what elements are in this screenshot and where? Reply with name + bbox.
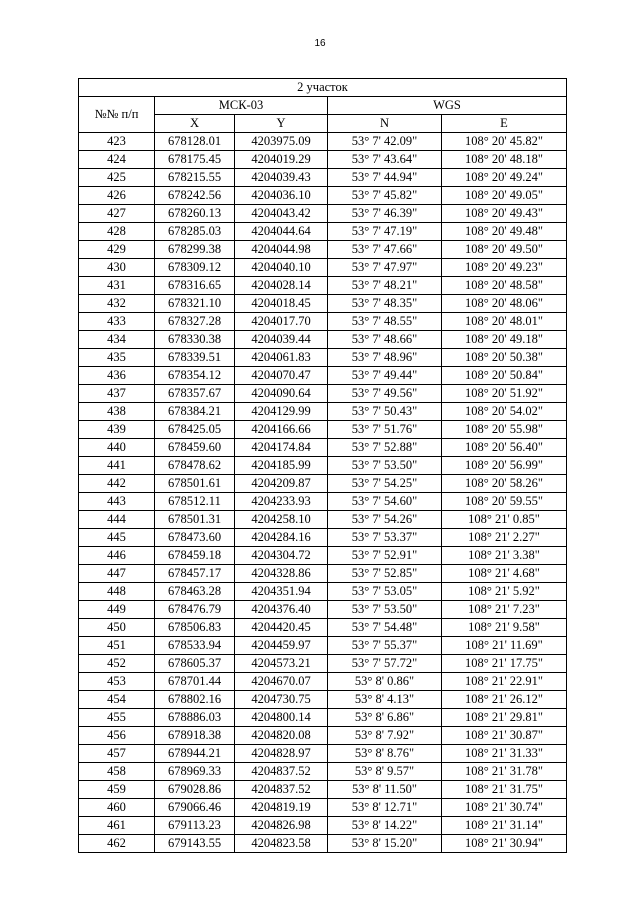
table-row xyxy=(79,313,567,331)
cell-x: 678501.31 xyxy=(155,511,235,529)
cell-y: 4204018.45 xyxy=(235,295,328,313)
cell-number: 426 xyxy=(79,187,155,205)
cell-number: 431 xyxy=(79,277,155,295)
section-title: 2 участок xyxy=(79,79,567,97)
cell-number: 440 xyxy=(79,439,155,457)
cell-n: 53° 7' 54.26" xyxy=(328,511,442,529)
cell-e: 108° 21' 29.81" xyxy=(442,709,567,727)
table-row xyxy=(79,421,567,439)
table-row xyxy=(79,205,567,223)
cell-number: 457 xyxy=(79,745,155,763)
cell-x: 678330.38 xyxy=(155,331,235,349)
cell-n: 53° 7' 53.05" xyxy=(328,583,442,601)
cell-x: 678128.01 xyxy=(155,133,235,151)
cell-y: 4204028.14 xyxy=(235,277,328,295)
table-row xyxy=(79,691,567,709)
cell-x: 679113.23 xyxy=(155,817,235,835)
cell-n: 53° 8' 0.86" xyxy=(328,673,442,691)
table-row xyxy=(79,385,567,403)
cell-y: 4204174.84 xyxy=(235,439,328,457)
cell-x: 678605.37 xyxy=(155,655,235,673)
cell-e: 108° 21' 2.27" xyxy=(442,529,567,547)
table-row xyxy=(79,781,567,799)
cell-number: 441 xyxy=(79,457,155,475)
cell-n: 53° 7' 46.39" xyxy=(328,205,442,223)
cell-y: 4203975.09 xyxy=(235,133,328,151)
cell-number: 445 xyxy=(79,529,155,547)
table-row xyxy=(79,619,567,637)
cell-y: 4204044.98 xyxy=(235,241,328,259)
cell-x: 678501.61 xyxy=(155,475,235,493)
cell-number: 448 xyxy=(79,583,155,601)
cell-e: 108° 20' 49.05" xyxy=(442,187,567,205)
cell-number: 444 xyxy=(79,511,155,529)
table-row xyxy=(79,637,567,655)
cell-number: 424 xyxy=(79,151,155,169)
cell-e: 108° 20' 49.48" xyxy=(442,223,567,241)
cell-y: 4204837.52 xyxy=(235,781,328,799)
cell-e: 108° 21' 5.92" xyxy=(442,583,567,601)
cell-y: 4204376.40 xyxy=(235,601,328,619)
cell-y: 4204730.75 xyxy=(235,691,328,709)
table-row xyxy=(79,169,567,187)
cell-x: 678512.11 xyxy=(155,493,235,511)
cell-e: 108° 21' 9.58" xyxy=(442,619,567,637)
cell-y: 4204036.10 xyxy=(235,187,328,205)
cell-number: 434 xyxy=(79,331,155,349)
cell-x: 678457.17 xyxy=(155,565,235,583)
cell-n: 53° 7' 54.48" xyxy=(328,619,442,637)
cell-y: 4204039.44 xyxy=(235,331,328,349)
table-row xyxy=(79,367,567,385)
cell-e: 108° 21' 30.87" xyxy=(442,727,567,745)
cell-e: 108° 21' 0.85" xyxy=(442,511,567,529)
cell-e: 108° 20' 50.84" xyxy=(442,367,567,385)
cell-e: 108° 20' 48.06" xyxy=(442,295,567,313)
table-row xyxy=(79,547,567,565)
cell-n: 53° 7' 48.35" xyxy=(328,295,442,313)
cell-e: 108° 20' 48.58" xyxy=(442,277,567,295)
cell-y: 4204043.42 xyxy=(235,205,328,223)
cell-x: 679028.86 xyxy=(155,781,235,799)
table-row xyxy=(79,349,567,367)
cell-x: 678175.45 xyxy=(155,151,235,169)
cell-x: 678944.21 xyxy=(155,745,235,763)
cell-y: 4204823.58 xyxy=(235,835,328,853)
cell-x: 678316.65 xyxy=(155,277,235,295)
cell-n: 53° 7' 54.60" xyxy=(328,493,442,511)
cell-number: 461 xyxy=(79,817,155,835)
table-row xyxy=(79,799,567,817)
cell-n: 53° 7' 45.82" xyxy=(328,187,442,205)
cell-number: 438 xyxy=(79,403,155,421)
cell-x: 679143.55 xyxy=(155,835,235,853)
cell-n: 53° 7' 53.37" xyxy=(328,529,442,547)
table-row xyxy=(79,457,567,475)
cell-n: 53° 8' 11.50" xyxy=(328,781,442,799)
cell-y: 4204304.72 xyxy=(235,547,328,565)
cell-y: 4204258.10 xyxy=(235,511,328,529)
cell-x: 678918.38 xyxy=(155,727,235,745)
cell-e: 108° 21' 11.69" xyxy=(442,637,567,655)
cell-number: 436 xyxy=(79,367,155,385)
cell-n: 53° 8' 15.20" xyxy=(328,835,442,853)
column-header-y: Y xyxy=(235,115,328,133)
column-group-msk03: МСК-03 xyxy=(155,97,328,115)
cell-y: 4204670.07 xyxy=(235,673,328,691)
cell-n: 53° 7' 49.56" xyxy=(328,385,442,403)
column-header-x: X xyxy=(155,115,235,133)
cell-e: 108° 21' 31.75" xyxy=(442,781,567,799)
cell-x: 678459.60 xyxy=(155,439,235,457)
cell-y: 4204209.87 xyxy=(235,475,328,493)
table-row xyxy=(79,403,567,421)
cell-x: 678506.83 xyxy=(155,619,235,637)
table-row xyxy=(79,745,567,763)
cell-n: 53° 7' 43.64" xyxy=(328,151,442,169)
cell-e: 108° 20' 51.92" xyxy=(442,385,567,403)
column-header-number: №№ п/п xyxy=(79,97,155,133)
cell-e: 108° 20' 48.01" xyxy=(442,313,567,331)
cell-e: 108° 20' 55.98" xyxy=(442,421,567,439)
cell-y: 4204061.83 xyxy=(235,349,328,367)
cell-y: 4204070.47 xyxy=(235,367,328,385)
cell-n: 53° 7' 55.37" xyxy=(328,637,442,655)
cell-e: 108° 21' 31.33" xyxy=(442,745,567,763)
table-row xyxy=(79,529,567,547)
cell-n: 53° 8' 9.57" xyxy=(328,763,442,781)
cell-e: 108° 21' 4.68" xyxy=(442,565,567,583)
cell-n: 53° 7' 57.72" xyxy=(328,655,442,673)
cell-x: 679066.46 xyxy=(155,799,235,817)
cell-n: 53° 7' 52.88" xyxy=(328,439,442,457)
table-row xyxy=(79,259,567,277)
cell-x: 678299.38 xyxy=(155,241,235,259)
table-row xyxy=(79,763,567,781)
table-row xyxy=(79,493,567,511)
table-row xyxy=(79,439,567,457)
cell-e: 108° 21' 31.78" xyxy=(442,763,567,781)
cell-n: 53° 7' 48.96" xyxy=(328,349,442,367)
cell-number: 449 xyxy=(79,601,155,619)
cell-number: 428 xyxy=(79,223,155,241)
cell-n: 53° 7' 42.09" xyxy=(328,133,442,151)
cell-e: 108° 20' 45.82" xyxy=(442,133,567,151)
cell-number: 442 xyxy=(79,475,155,493)
cell-n: 53° 7' 44.94" xyxy=(328,169,442,187)
table-row xyxy=(79,565,567,583)
cell-number: 443 xyxy=(79,493,155,511)
table-row xyxy=(79,331,567,349)
cell-n: 53° 8' 7.92" xyxy=(328,727,442,745)
cell-number: 423 xyxy=(79,133,155,151)
table-row xyxy=(79,817,567,835)
cell-e: 108° 20' 56.40" xyxy=(442,439,567,457)
cell-y: 4204351.94 xyxy=(235,583,328,601)
cell-x: 678285.03 xyxy=(155,223,235,241)
cell-x: 678473.60 xyxy=(155,529,235,547)
cell-number: 455 xyxy=(79,709,155,727)
page-number: 16 xyxy=(314,38,326,49)
cell-n: 53° 7' 54.25" xyxy=(328,475,442,493)
cell-number: 459 xyxy=(79,781,155,799)
cell-x: 678242.56 xyxy=(155,187,235,205)
cell-y: 4204019.29 xyxy=(235,151,328,169)
cell-e: 108° 21' 30.74" xyxy=(442,799,567,817)
table-row xyxy=(79,223,567,241)
cell-n: 53° 7' 48.66" xyxy=(328,331,442,349)
cell-x: 678478.62 xyxy=(155,457,235,475)
cell-e: 108° 20' 54.02" xyxy=(442,403,567,421)
cell-e: 108° 20' 49.50" xyxy=(442,241,567,259)
cell-n: 53° 7' 50.43" xyxy=(328,403,442,421)
cell-n: 53° 7' 53.50" xyxy=(328,601,442,619)
cell-e: 108° 20' 49.43" xyxy=(442,205,567,223)
cell-n: 53° 7' 47.97" xyxy=(328,259,442,277)
cell-x: 678425.05 xyxy=(155,421,235,439)
table-row xyxy=(79,727,567,745)
cell-n: 53° 7' 53.50" xyxy=(328,457,442,475)
cell-x: 678886.03 xyxy=(155,709,235,727)
cell-number: 456 xyxy=(79,727,155,745)
column-header-n: N xyxy=(328,115,442,133)
cell-e: 108° 21' 26.12" xyxy=(442,691,567,709)
column-header-e: E xyxy=(442,115,567,133)
cell-x: 678260.13 xyxy=(155,205,235,223)
cell-y: 4204017.70 xyxy=(235,313,328,331)
cell-number: 427 xyxy=(79,205,155,223)
cell-number: 425 xyxy=(79,169,155,187)
cell-e: 108° 20' 58.26" xyxy=(442,475,567,493)
cell-x: 678354.12 xyxy=(155,367,235,385)
cell-e: 108° 20' 48.18" xyxy=(442,151,567,169)
cell-n: 53° 8' 12.71" xyxy=(328,799,442,817)
cell-n: 53° 7' 47.66" xyxy=(328,241,442,259)
cell-n: 53° 8' 8.76" xyxy=(328,745,442,763)
cell-x: 678533.94 xyxy=(155,637,235,655)
table-row xyxy=(79,241,567,259)
table-row xyxy=(79,187,567,205)
cell-x: 678459.18 xyxy=(155,547,235,565)
column-group-wgs: WGS xyxy=(328,97,567,115)
cell-n: 53° 8' 14.22" xyxy=(328,817,442,835)
cell-n: 53° 7' 48.55" xyxy=(328,313,442,331)
cell-y: 4204820.08 xyxy=(235,727,328,745)
cell-e: 108° 21' 17.75" xyxy=(442,655,567,673)
table-row xyxy=(79,835,567,853)
cell-n: 53° 7' 52.91" xyxy=(328,547,442,565)
table-row xyxy=(79,133,567,151)
cell-x: 678701.44 xyxy=(155,673,235,691)
cell-e: 108° 21' 7.23" xyxy=(442,601,567,619)
cell-x: 678357.67 xyxy=(155,385,235,403)
cell-y: 4204233.93 xyxy=(235,493,328,511)
table-row xyxy=(79,601,567,619)
table-body xyxy=(79,133,567,853)
cell-y: 4204328.86 xyxy=(235,565,328,583)
cell-x: 678463.28 xyxy=(155,583,235,601)
coordinates-table xyxy=(78,78,567,853)
cell-number: 460 xyxy=(79,799,155,817)
cell-n: 53° 7' 51.76" xyxy=(328,421,442,439)
cell-x: 678476.79 xyxy=(155,601,235,619)
cell-number: 446 xyxy=(79,547,155,565)
cell-x: 678969.33 xyxy=(155,763,235,781)
cell-y: 4204039.43 xyxy=(235,169,328,187)
table-row xyxy=(79,709,567,727)
cell-number: 450 xyxy=(79,619,155,637)
table-row xyxy=(79,151,567,169)
cell-y: 4204826.98 xyxy=(235,817,328,835)
cell-number: 451 xyxy=(79,637,155,655)
table-row xyxy=(79,277,567,295)
cell-y: 4204090.64 xyxy=(235,385,328,403)
cell-e: 108° 20' 56.99" xyxy=(442,457,567,475)
cell-n: 53° 7' 47.19" xyxy=(328,223,442,241)
table-row xyxy=(79,511,567,529)
table-row xyxy=(79,475,567,493)
cell-n: 53° 7' 52.85" xyxy=(328,565,442,583)
table-row xyxy=(79,295,567,313)
cell-n: 53° 8' 4.13" xyxy=(328,691,442,709)
cell-y: 4204800.14 xyxy=(235,709,328,727)
cell-e: 108° 21' 30.94" xyxy=(442,835,567,853)
cell-y: 4204129.99 xyxy=(235,403,328,421)
cell-y: 4204837.52 xyxy=(235,763,328,781)
cell-e: 108° 20' 50.38" xyxy=(442,349,567,367)
cell-e: 108° 20' 49.24" xyxy=(442,169,567,187)
cell-e: 108° 20' 59.55" xyxy=(442,493,567,511)
cell-number: 435 xyxy=(79,349,155,367)
cell-y: 4204420.45 xyxy=(235,619,328,637)
cell-number: 447 xyxy=(79,565,155,583)
cell-x: 678321.10 xyxy=(155,295,235,313)
cell-y: 4204828.97 xyxy=(235,745,328,763)
cell-e: 108° 21' 3.38" xyxy=(442,547,567,565)
cell-y: 4204040.10 xyxy=(235,259,328,277)
cell-y: 4204459.97 xyxy=(235,637,328,655)
cell-number: 430 xyxy=(79,259,155,277)
cell-e: 108° 21' 31.14" xyxy=(442,817,567,835)
cell-number: 458 xyxy=(79,763,155,781)
cell-y: 4204044.64 xyxy=(235,223,328,241)
cell-number: 433 xyxy=(79,313,155,331)
cell-y: 4204284.16 xyxy=(235,529,328,547)
cell-e: 108° 21' 22.91" xyxy=(442,673,567,691)
cell-number: 454 xyxy=(79,691,155,709)
cell-number: 452 xyxy=(79,655,155,673)
cell-y: 4204573.21 xyxy=(235,655,328,673)
cell-e: 108° 20' 49.18" xyxy=(442,331,567,349)
cell-x: 678215.55 xyxy=(155,169,235,187)
cell-x: 678327.28 xyxy=(155,313,235,331)
cell-x: 678384.21 xyxy=(155,403,235,421)
cell-x: 678802.16 xyxy=(155,691,235,709)
table-row xyxy=(79,673,567,691)
cell-n: 53° 8' 6.86" xyxy=(328,709,442,727)
cell-n: 53° 7' 48.21" xyxy=(328,277,442,295)
cell-number: 462 xyxy=(79,835,155,853)
cell-y: 4204185.99 xyxy=(235,457,328,475)
cell-e: 108° 20' 49.23" xyxy=(442,259,567,277)
cell-x: 678339.51 xyxy=(155,349,235,367)
cell-number: 429 xyxy=(79,241,155,259)
cell-number: 439 xyxy=(79,421,155,439)
table-row xyxy=(79,583,567,601)
cell-x: 678309.12 xyxy=(155,259,235,277)
cell-n: 53° 7' 49.44" xyxy=(328,367,442,385)
cell-y: 4204166.66 xyxy=(235,421,328,439)
cell-y: 4204819.19 xyxy=(235,799,328,817)
cell-number: 453 xyxy=(79,673,155,691)
table-row xyxy=(79,655,567,673)
cell-number: 432 xyxy=(79,295,155,313)
cell-number: 437 xyxy=(79,385,155,403)
